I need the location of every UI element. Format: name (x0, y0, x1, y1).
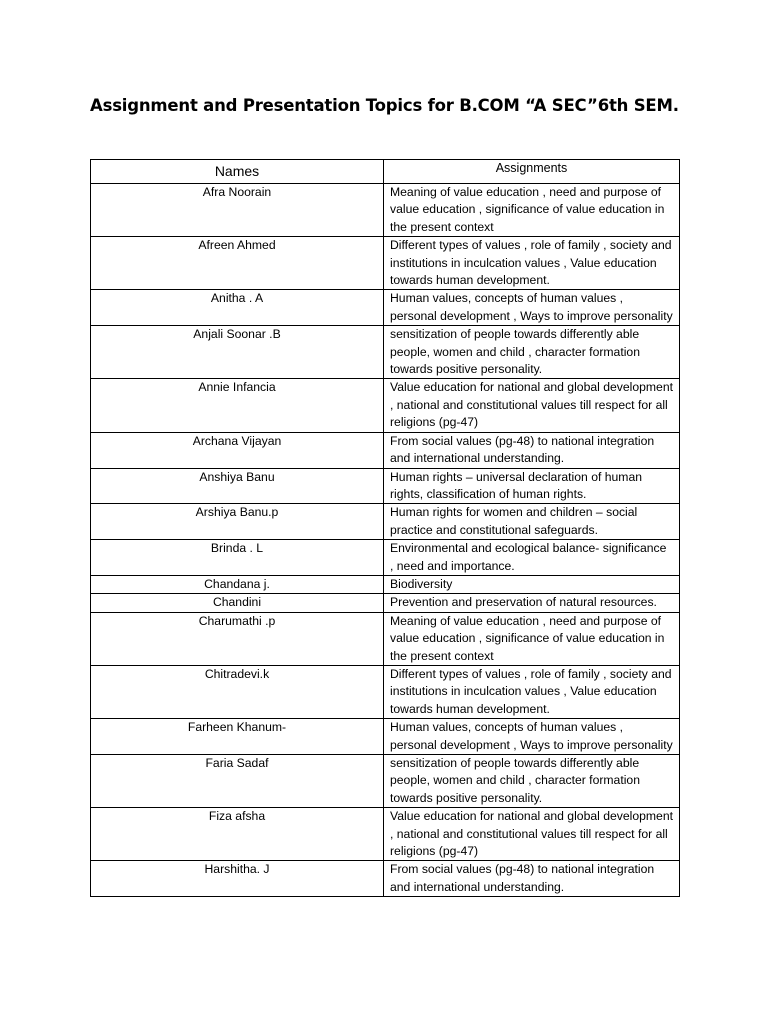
student-name-cell: Anjali Soonar .B (91, 326, 384, 379)
student-name-cell: Harshitha. J (91, 861, 384, 897)
table-row (91, 237, 680, 290)
table-row (91, 540, 680, 576)
assignment-topic-cell: sensitization of people towards differently able people, women and child , character formation towards positive personality. (384, 326, 680, 379)
student-name-cell: Faria Sadaf (91, 755, 384, 808)
assignment-topic-cell: Value education for national and global development , national and constitutional values till respect for all religions (pg-47) (384, 808, 680, 861)
student-name-cell: Anitha . A (91, 290, 384, 326)
assignment-topic-cell: Different types of values , role of family , society and institutions in inculcation values , Value education towards human development. (384, 665, 680, 718)
assignments-column-header: Assignments (384, 160, 680, 184)
table-row (91, 504, 680, 540)
table-body (91, 184, 680, 897)
assignment-topic-cell: Prevention and preservation of natural resources. (384, 594, 680, 612)
table-row (91, 665, 680, 718)
assignment-topic-cell: Different types of values , role of family , society and institutions in inculcation values , Value education towards human development. (384, 237, 680, 290)
table-row (91, 755, 680, 808)
table-row (91, 861, 680, 897)
assignment-topic-cell: Environmental and ecological balance- significance , need and importance. (384, 540, 680, 576)
assignment-topic-cell: Human rights – universal declaration of human rights, classification of human rights. (384, 468, 680, 504)
names-column-header: Names (91, 160, 384, 184)
assignment-topic-cell: Meaning of value education , need and purpose of value education , significance of value education in the present context (384, 184, 680, 237)
assignment-topic-cell: From social values (pg-48) to national integration and international understanding. (384, 432, 680, 468)
student-name-cell: Charumathi .p (91, 612, 384, 665)
student-name-cell: Annie Infancia (91, 379, 384, 432)
assignment-topic-cell: Value education for national and global development , national and constitutional values till respect for all religions (pg-47) (384, 379, 680, 432)
assignment-topic-cell: Meaning of value education , need and purpose of value education , significance of value education in the present context (384, 612, 680, 665)
table-row (91, 379, 680, 432)
assignment-topic-cell: Human values, concepts of human values , personal development , Ways to improve personality (384, 719, 680, 755)
table-header-row (91, 160, 680, 184)
student-name-cell: Chandini (91, 594, 384, 612)
table-row (91, 326, 680, 379)
document-title: Assignment and Presentation Topics for B.COM “A SEC”6th SEM. (90, 96, 679, 115)
assignment-topic-cell: Human values, concepts of human values , personal development , Ways to improve personality (384, 290, 680, 326)
assignment-topic-cell: sensitization of people towards differently able people, women and child , character formation towards positive personality. (384, 755, 680, 808)
student-name-cell: Farheen Khanum- (91, 719, 384, 755)
table-row (91, 612, 680, 665)
student-name-cell: Chitradevi.k (91, 665, 384, 718)
table-row (91, 808, 680, 861)
table-row (91, 432, 680, 468)
assignment-topic-cell: Biodiversity (384, 575, 680, 593)
table-row (91, 719, 680, 755)
student-name-cell: Afreen Ahmed (91, 237, 384, 290)
student-name-cell: Arshiya Banu.p (91, 504, 384, 540)
student-name-cell: Afra Noorain (91, 184, 384, 237)
student-name-cell: Chandana j. (91, 575, 384, 593)
student-name-cell: Brinda . L (91, 540, 384, 576)
student-name-cell: Anshiya Banu (91, 468, 384, 504)
student-name-cell: Fiza afsha (91, 808, 384, 861)
assignment-topic-cell: From social values (pg-48) to national integration and international understanding. (384, 861, 680, 897)
table-row (91, 594, 680, 612)
assignments-table (90, 159, 680, 897)
student-name-cell: Archana Vijayan (91, 432, 384, 468)
table-row (91, 575, 680, 593)
assignment-topic-cell: Human rights for women and children – social practice and constitutional safeguards. (384, 504, 680, 540)
table-row (91, 468, 680, 504)
table-row (91, 290, 680, 326)
table-row (91, 184, 680, 237)
